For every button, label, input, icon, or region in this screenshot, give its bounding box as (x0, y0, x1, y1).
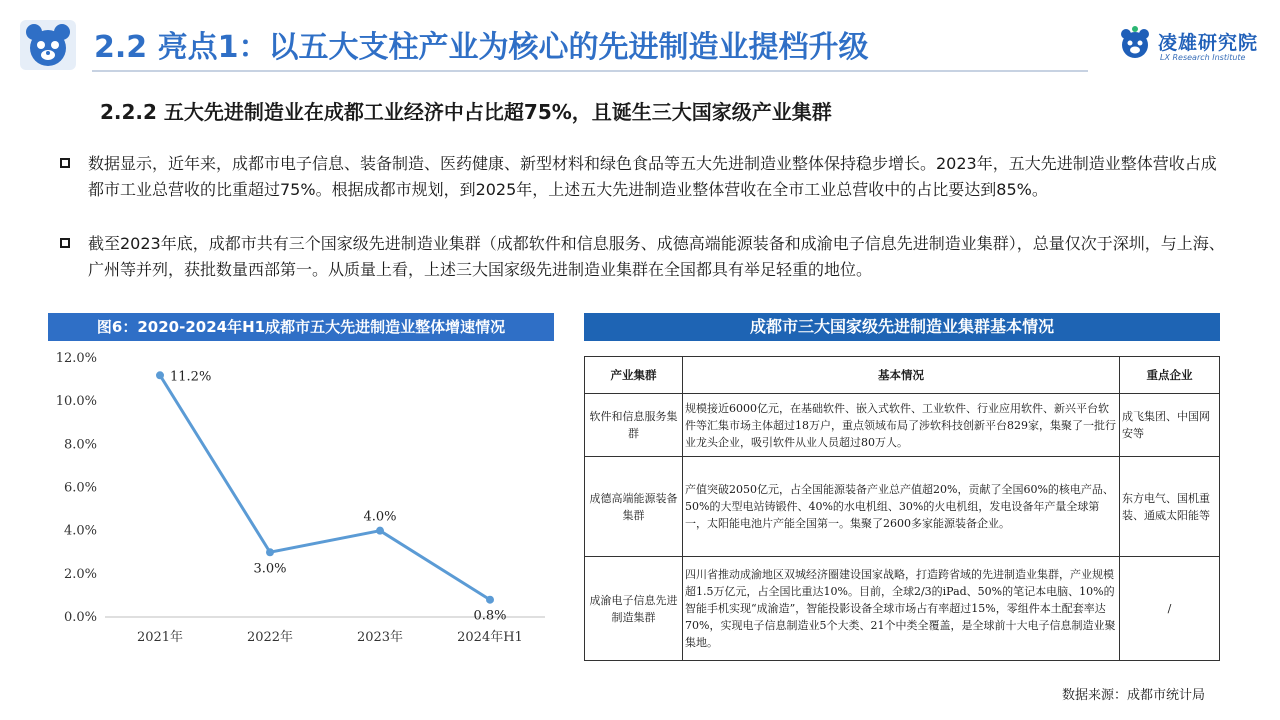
data-point (266, 548, 274, 556)
x-tick-label: 2022年 (246, 630, 294, 645)
square-bullet-icon (60, 158, 70, 168)
table-row (585, 457, 1220, 557)
key-companies-cell: 东方电气、国机重装、通威太阳能等 (1120, 457, 1220, 557)
brand-name: 凌雄研究院 (1158, 32, 1259, 54)
bullet-text: 截至2023年底，成都市共有三个国家级先进制造业集群（成都软件和信息服务、成德高端能源装备和成渝电子信息先进制造业集群），总量仅次于深圳，与上海、广州等并列，获批数量西部第一。从质量上看，上述三大国家级先进制造业集群在全国都具有举足轻重的地位。 (88, 234, 1225, 279)
y-tick-label: 8.0% (63, 437, 97, 453)
bullet-text: 数据显示，近年来，成都市电子信息、装备制造、医药健康、新型材料和绿色食品等五大先进制造业整体保持稳步增长。2023年，五大先进制造业整体营收占成都市工业总营收的比重超过75%。根据成都市规划，到2025年，上述五大先进制造业整体营收在全市工业总营收中的占比要达到85%。 (88, 154, 1217, 199)
key-companies-cell: 成飞集团、中国网安等 (1120, 394, 1220, 457)
bullet-item (60, 231, 1230, 283)
y-tick-label: 12.0% (55, 351, 97, 366)
y-tick-label: 4.0% (63, 523, 97, 539)
data-point (156, 371, 164, 379)
cluster-info-cell: 规模接近6000亿元，在基础软件、嵌入式软件、工业软件、行业应用软件、新兴平台软件等汇集市场主体超过18万户，重点领域布局了涉软科技创新平台829家，集聚了一批行业龙头企业，吸引软件从业人员超过80万人。 (683, 394, 1120, 457)
data-label: 0.8% (473, 608, 507, 624)
x-tick-label: 2023年 (356, 630, 404, 645)
table-row (585, 394, 1220, 457)
growth-line-chart (40, 346, 560, 646)
cluster-name-cell: 成渝电子信息先进制造集群 (585, 557, 683, 661)
data-source-note: 数据来源：成都市统计局 (1062, 688, 1206, 703)
bear-logo-icon (18, 18, 78, 72)
chart-title: 图6：2020-2024年H1成都市五大先进制造业整体增速情况 (48, 313, 554, 341)
data-label: 11.2% (170, 369, 212, 385)
y-tick-label: 6.0% (63, 480, 97, 496)
x-tick-label: 2021年 (136, 630, 184, 645)
y-tick-label: 2.0% (63, 566, 97, 582)
square-bullet-icon (60, 238, 70, 248)
cluster-name-cell: 成德高端能源装备集群 (585, 457, 683, 557)
y-tick-label: 0.0% (63, 610, 97, 625)
cluster-table (584, 356, 1220, 661)
x-tick-label: 2024年H1 (457, 630, 523, 645)
table-header-row (585, 357, 1220, 394)
bullet-item (60, 151, 1230, 203)
data-label: 4.0% (363, 509, 397, 525)
column-header: 产业集群 (585, 357, 683, 394)
table-title: 成都市三大国家级先进制造业集群基本情况 (584, 313, 1220, 341)
brand-subtitle: LX Research Institute (1160, 53, 1246, 62)
data-point (486, 596, 494, 604)
column-header: 重点企业 (1120, 357, 1220, 394)
title-divider (92, 70, 1088, 72)
table-row (585, 557, 1220, 661)
cluster-info-cell: 四川省推动成渝地区双城经济圈建设国家战略，打造跨省域的先进制造业集群，产业规模超1.5万亿元，占全国比重达10%。目前，全球2/3的iPad、50%的笔记本电脑、10%的智能手机实现“成渝造”，智能投影设备全球市场占有率超过15%，零组件本土配套率达70%，实现电子信息制造业5个大类、21个中类全覆盖，是全球前十大电子信息制造业聚集地。 (683, 557, 1120, 661)
key-companies-cell: / (1120, 557, 1220, 661)
data-point (376, 527, 384, 535)
cluster-info-cell: 产值突破2050亿元，占全国能源装备产业总产值超20%，贡献了全国60%的核电产品、50%的大型电站铸锻件、40%的水电机组、30%的火电机组，发电设备年产量全球第一，太阳能电池片产能全国第一。集聚了2600多家能源装备企业。 (683, 457, 1120, 557)
section-subtitle: 2.2.2 五大先进制造业在成都工业经济中占比超75%，且诞生三大国家级产业集群 (100, 100, 832, 124)
brand-bear-icon (1118, 26, 1152, 60)
data-label: 3.0% (253, 561, 287, 577)
cluster-name-cell: 软件和信息服务集群 (585, 394, 683, 457)
page-title: 2.2 亮点1：以五大支柱产业为核心的先进制造业提档升级 (94, 30, 869, 65)
series-line (160, 375, 490, 599)
column-header: 基本情况 (683, 357, 1120, 394)
y-tick-label: 10.0% (55, 394, 97, 410)
